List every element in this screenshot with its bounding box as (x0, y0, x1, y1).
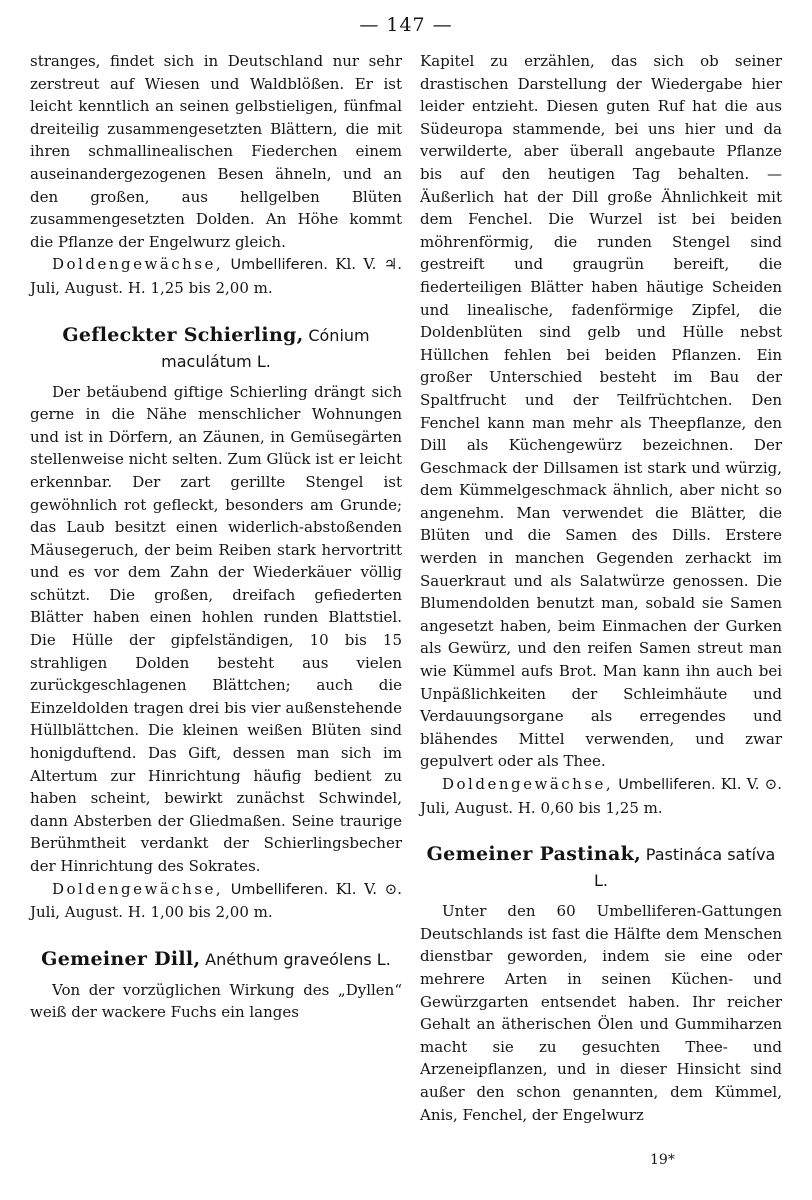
family-latin: Umbelliferen. (230, 257, 328, 274)
paragraph: Unter den 60 Umbelliferen-Gattungen Deutschlands ist fast die Hälfte dem Menschen dienstbar geworden, indem sie eine oder mehrere Arten in seinen Küchen- und Gewürzgarten entsendet haben. Ihr reicher Gehalt an ätherischen Ölen und Gummiharzen macht sie zu gesuchten Thee- und Arzeneipflanzen, und in dieser Hinsicht sind außer den schon genannten, dem Kümmel, Anis, Fenchel, der Engelwurz (420, 902, 782, 1124)
classification-details: Kl. V. ⊙. Juli, August. H. 0,60 bis 1,25 m. (420, 775, 782, 817)
family-name: Doldengewächse, (52, 255, 224, 274)
classification-details: Kl. V. ♃. Juli, August. H. 1,25 bis 2,00 m. (30, 255, 402, 297)
left-column (30, 50, 402, 1024)
section-heading (420, 841, 782, 894)
paragraph: stranges, findet sich in Deutschland nur sehr zerstreut auf Wiesen und Waldblößen. Er ist leicht kenntlich an seinen gelbstieligen, fünfmal dreiteilig zusammengesetzten Blättern, die mit ihren schmallinealischen Fiederchen einem auseinandergezogenen Besen ähneln, und an den großen, aus hellgelben Blüten zusammengesetzten Dolden. An Höhe kommt die Pflanze der Engelwurz gleich. (30, 52, 402, 251)
family-latin: Umbelliferen. (618, 777, 716, 793)
classification-line (30, 878, 402, 924)
heading-german: Gemeiner Dill, (41, 947, 201, 970)
heading-german: Gefleckter Schierling, (62, 323, 304, 346)
heading-latin: Pastináca satíva L. (594, 845, 776, 891)
section-heading (30, 946, 402, 973)
classification-details: Kl. V. ⊙. Juli, August. H. 1,00 bis 2,00 m. (30, 879, 402, 922)
heading-latin: Anéthum graveólens L. (205, 949, 391, 969)
section-heading (30, 322, 402, 375)
family-name: Doldengewächse, (442, 775, 614, 793)
paragraph: Kapitel zu erzählen, das sich ob seiner drastischen Darstellung der Wiedergabe hier leider entzieht. Diesen guten Ruf hat die aus Südeuropa stammende, bei uns hier und da verwilderte, aber überall angebaute Pflanze bis auf den heutigen Tag behalten. — Äußerlich hat der Dill große Ähnlichkeit mit dem Fenchel. Die Wurzel ist bei beiden möhrenförmig, die runden Stengel sind gestreift und graugrün bereift, die fiederteiligen Blätter haben häutige Scheiden und linealische, fadenförmige Zipfel, die Doldenblüten sind gelb und Hülle nebst Hüllchen fehlen bei beiden Pflanzen. Ein großer Unterschied besteht im Bau der Spaltfrucht und der Teilfrüchtchen. Den Fenchel kann man mehr als Theepflanze, den Dill als Küchengewürz bezeichnen. Der Geschmack der Dillsamen ist stark und würzig, dem Kümmelgeschmack ähnlich, aber nicht so angenehm. Man verwendet die Blätter, die Blüten und die Samen des Dills. Erstere werden in manchen Gegenden zerhackt im Sauerkraut und als Salatwürze genossen. Die Blumendolden benutzt man, sobald sie Samen angesetzt haben, beim Einmachen der Gurken als Gewürz, und den reifen Samen streut man wie Kümmel aufs Brot. Man kann ihn auch bei Unpäßlichkeiten der Schleimhäute und Verdauungsorgane als erregendes und blähendes Mittel verwenden, und zwar gepulvert oder als Thee. (420, 52, 782, 771)
heading-latin: Cónium maculátum L. (161, 325, 370, 371)
classification-line (420, 773, 782, 819)
right-column (420, 50, 782, 1126)
family-name: Doldengewächse, (52, 879, 224, 898)
paragraph: Von der vorzüglichen Wirkung des „Dyllen“ weiß der wackere Fuchs ein langes (30, 980, 402, 1022)
classification-line (30, 253, 402, 299)
heading-german: Gemeiner Pastinak, (426, 843, 641, 866)
signature-mark: 19* (650, 1152, 675, 1168)
page-number: — 147 — (359, 14, 453, 36)
paragraph: Der betäubend giftige Schierling drängt sich gerne in die Nähe menschlicher Wohnungen und ist in Dörfern, an Zäunen, in Gemüsegärten stellenweise nicht selten. Zum Glück ist er leicht erkennbar. Der zart gerillte Stengel ist gewöhnlich rot gefleckt, besonders am Grunde; das Laub besitzt einen widerlich-abstoßenden Mäusegeruch, der beim Reiben stark hervortritt und es vor dem Zahn der Wiederkäuer völlig schützt. Die großen, dreifach gefiederten Blätter haben einen hohlen runden Blattstiel. Die Hülle der gipfelständigen, 10 bis 15 strahligen Dolden besteht aus vielen zurückgeschlagenen Blättchen; auch die Einzeldolden tragen drei bis vier außenstehende Hüllblättchen. Die kleinen weißen Blüten sind honigduftend. Das Gift, dessen man sich im Altertum zur Hinrichtung häufig bedient zu haben scheint, bewirkt zunächst Schwindel, dann Absterben der Gliedmaßen. Seine traurige Berühmtheit verdankt der Schierlingsbecher der Hinrichtung des Sokrates. (30, 382, 402, 875)
family-latin: Umbelliferen. (230, 881, 329, 898)
